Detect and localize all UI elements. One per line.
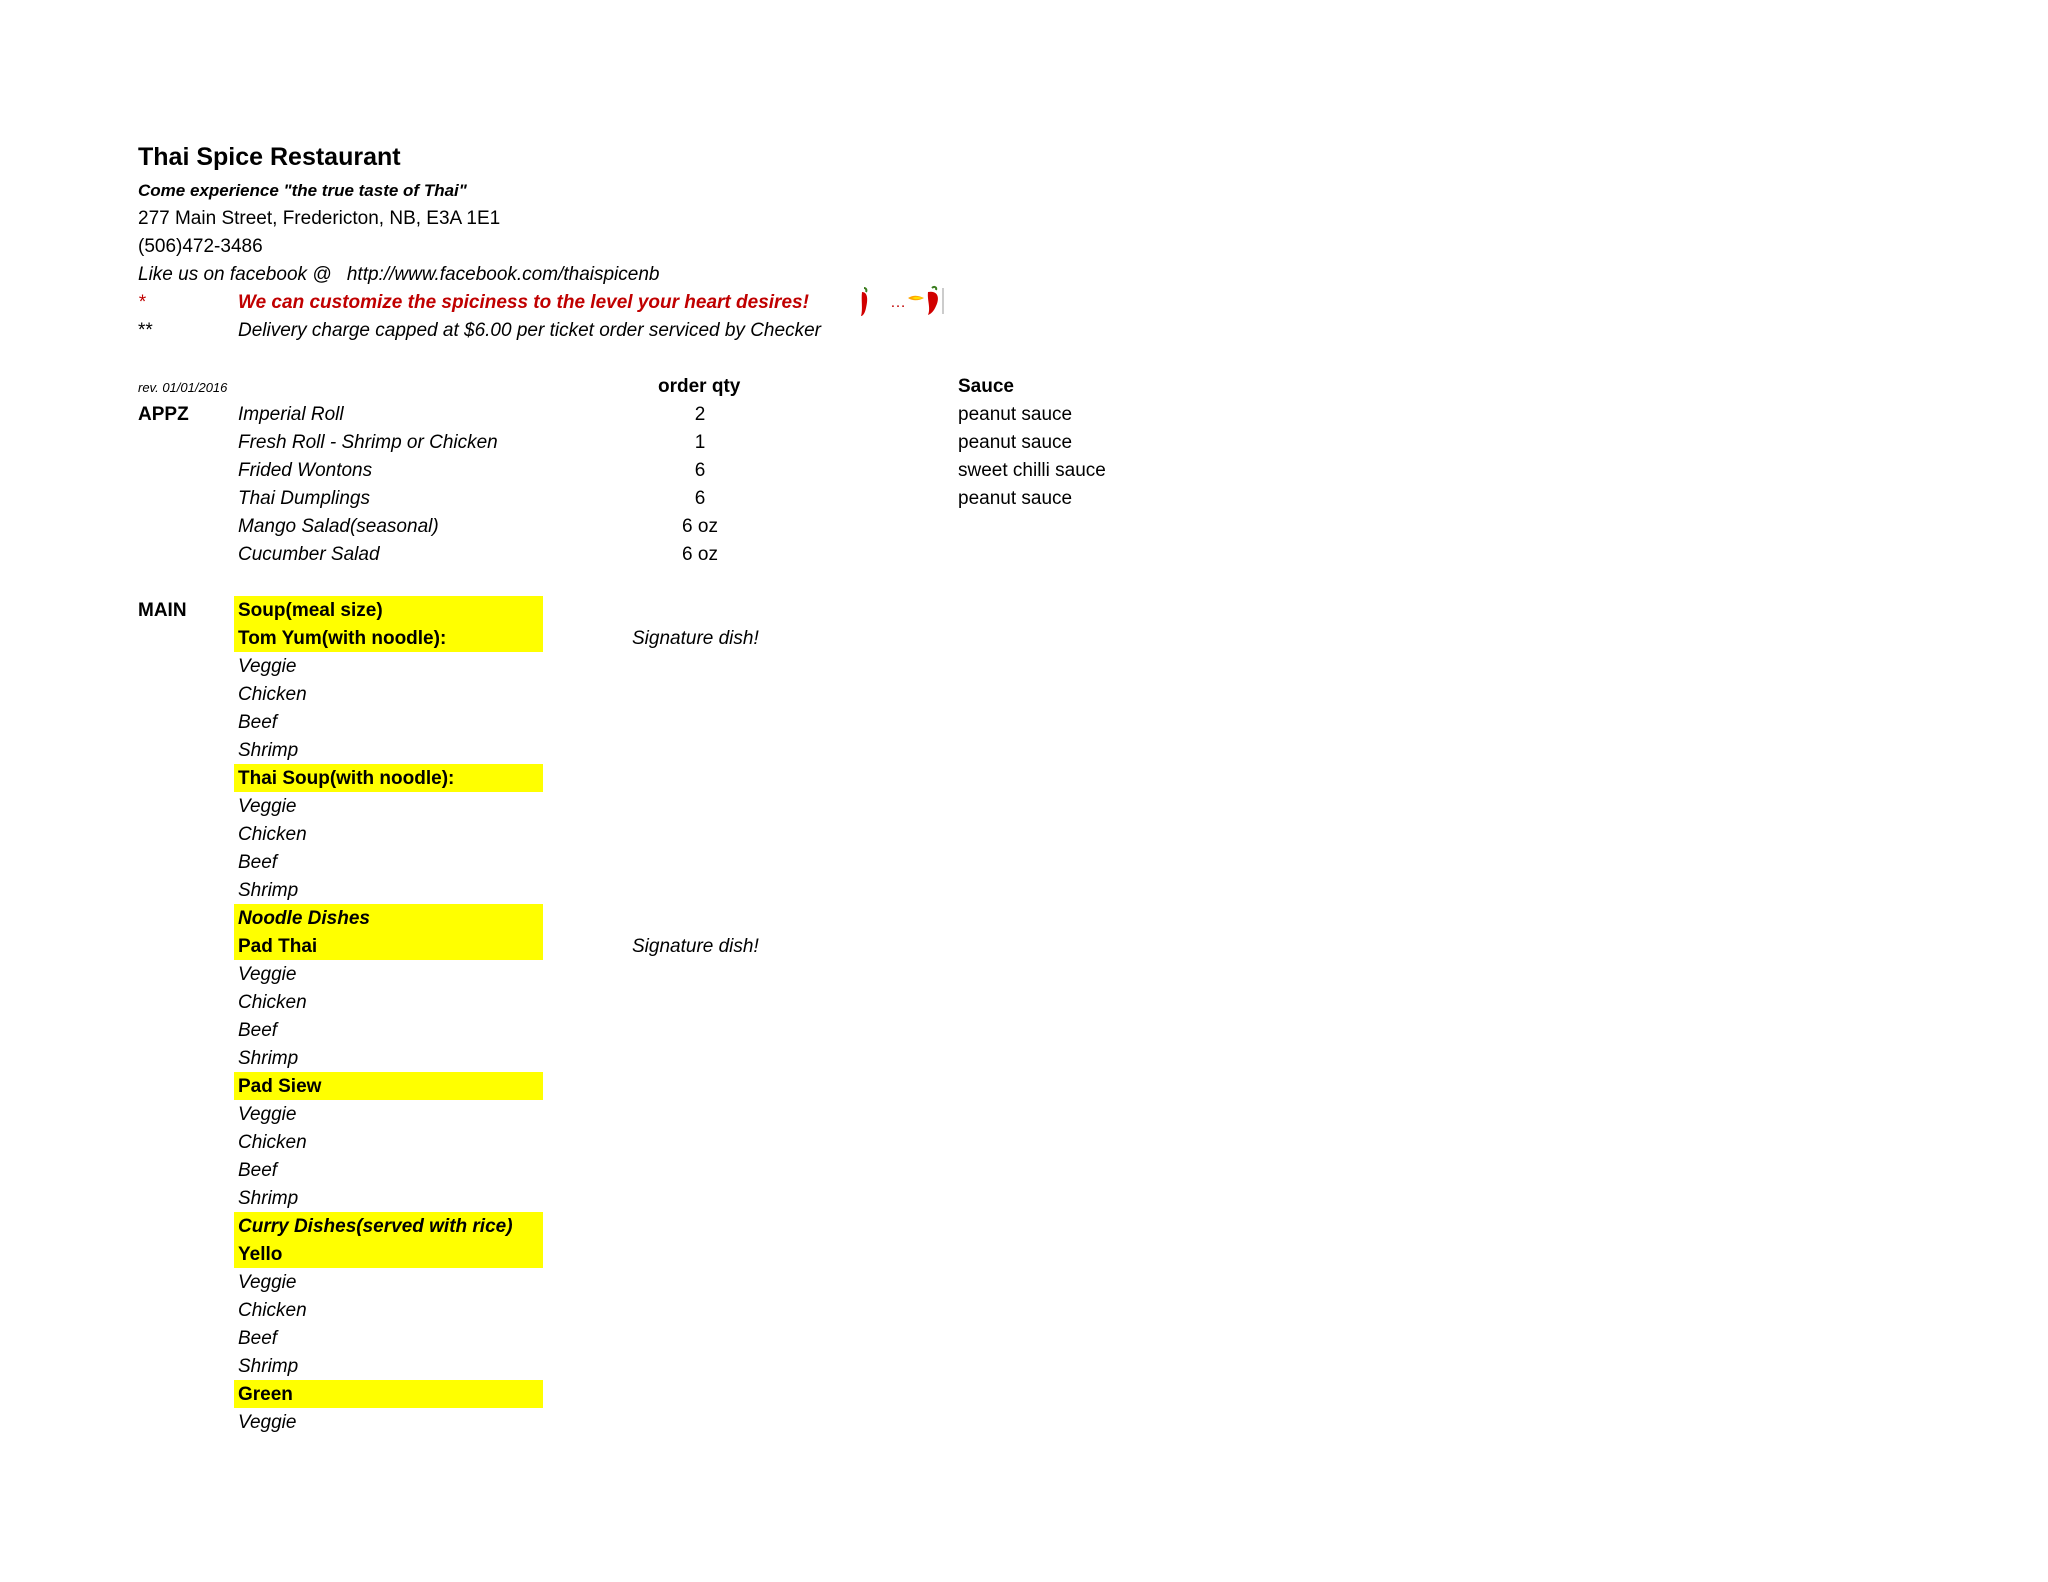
facebook-link[interactable]: http://www.facebook.com/thaispicenb	[346, 264, 660, 285]
list-item: Beef	[238, 852, 278, 873]
list-item: Shrimp	[238, 1048, 299, 1069]
revision-date: rev. 01/01/2016	[138, 380, 228, 395]
list-item: Chicken	[238, 1300, 307, 1321]
pad-siew-heading: Pad Siew	[238, 1076, 322, 1097]
appz-label: APPZ	[138, 404, 189, 425]
list-item: Veggie	[238, 964, 297, 985]
delivery-note: Delivery charge capped at $6.00 per ticket order serviced by Checker	[238, 320, 821, 341]
facebook-line	[138, 264, 659, 286]
sauce: peanut sauce	[958, 432, 1073, 453]
yello-heading: Yello	[238, 1244, 283, 1265]
spiciness-note: We can customize the spiciness to the level your heart desires!	[238, 292, 809, 313]
list-item: Frided Wontons	[238, 460, 373, 481]
green-heading: Green	[238, 1384, 293, 1405]
list-item: Shrimp	[238, 740, 299, 761]
list-item: Chicken	[238, 992, 307, 1013]
list-item: Imperial Roll	[238, 404, 344, 425]
dots-text: …	[890, 294, 906, 311]
page-title: Thai Spice Restaurant	[138, 143, 401, 171]
flaming-chili-icon	[906, 284, 946, 323]
list-item: Fresh Roll - Shrimp or Chicken	[238, 432, 498, 453]
sauce: peanut sauce	[958, 404, 1073, 425]
order-qty: 6 oz	[682, 544, 718, 565]
order-qty: 2	[694, 404, 706, 425]
tagline: Come experience "the true taste of Thai"	[138, 181, 467, 200]
list-item: Veggie	[238, 656, 297, 677]
sauce: sweet chilli sauce	[958, 460, 1106, 481]
order-qty-header: order qty	[658, 376, 741, 397]
phone: (506)472-3486	[138, 236, 263, 257]
list-item: Beef	[238, 1160, 278, 1181]
order-qty: 6	[694, 488, 706, 509]
order-qty: 6	[694, 460, 706, 481]
section-heading-noodle: Noodle Dishes	[238, 908, 370, 929]
list-item: Chicken	[238, 684, 307, 705]
section-heading-curry: Curry Dishes(served with rice)	[238, 1216, 513, 1237]
chili-pepper-icon	[856, 286, 872, 325]
note2-mark: **	[138, 320, 153, 341]
list-item: Chicken	[238, 824, 307, 845]
list-item: Shrimp	[238, 1188, 299, 1209]
note1-mark: *	[138, 292, 146, 313]
list-item: Veggie	[238, 1412, 297, 1433]
list-item: Mango Salad(seasonal)	[238, 516, 439, 537]
tom-yum-heading: Tom Yum(with noodle):	[238, 628, 447, 649]
signature-note: Signature dish!	[632, 628, 759, 649]
list-item: Thai Dumplings	[238, 488, 370, 509]
signature-note: Signature dish!	[632, 936, 759, 957]
list-item: Beef	[238, 712, 278, 733]
sauce: peanut sauce	[958, 488, 1073, 509]
address: 277 Main Street, Fredericton, NB, E3A 1E1	[138, 208, 501, 229]
list-item: Shrimp	[238, 1356, 299, 1377]
list-item: Chicken	[238, 1132, 307, 1153]
order-qty: 1	[694, 432, 706, 453]
sauce-header: Sauce	[958, 376, 1014, 397]
list-item: Veggie	[238, 796, 297, 817]
facebook-label: Like us on facebook @	[138, 264, 332, 285]
main-label: MAIN	[138, 600, 187, 621]
list-item: Shrimp	[238, 880, 299, 901]
list-item: Veggie	[238, 1104, 297, 1125]
section-heading-soup: Soup(meal size)	[238, 600, 383, 621]
pad-thai-heading: Pad Thai	[238, 936, 318, 957]
list-item: Beef	[238, 1020, 278, 1041]
list-item: Veggie	[238, 1272, 297, 1293]
thai-soup-heading: Thai Soup(with noodle):	[238, 768, 455, 789]
list-item: Beef	[238, 1328, 278, 1349]
list-item: Cucumber Salad	[238, 544, 380, 565]
order-qty: 6 oz	[682, 516, 718, 537]
